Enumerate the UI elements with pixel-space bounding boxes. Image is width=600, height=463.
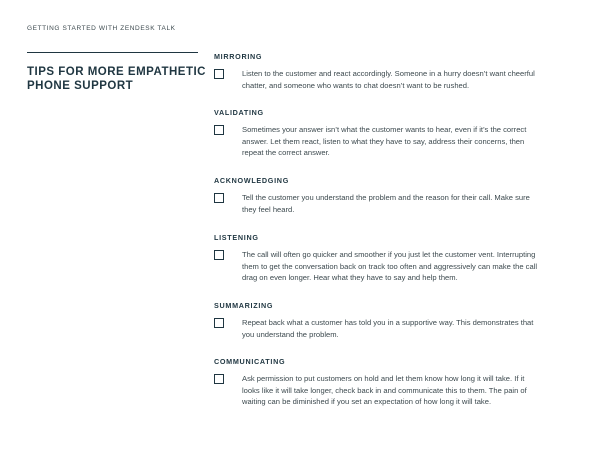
checkbox[interactable] xyxy=(214,250,224,260)
item-text: Sometimes your answer isn’t what the customer wants to hear, even if it’s the correct answer. Let them react, listen to what they have to say, address their concerns, then repeat the correct answer. xyxy=(242,125,527,158)
section-summarizing xyxy=(214,301,554,340)
section-heading: COMMUNICATING xyxy=(214,357,286,366)
checklist-item xyxy=(214,249,554,284)
checkbox[interactable] xyxy=(214,374,224,384)
checkbox[interactable] xyxy=(214,69,224,79)
checklist-item xyxy=(214,68,554,91)
item-text: Listen to the customer and react accordingly. Someone in a hurry doesn’t want cheerful chatter, and someone who wants to chat doesn’t want to be rushed. xyxy=(242,69,535,90)
checkbox[interactable] xyxy=(214,318,224,328)
page-title-line-2: PHONE SUPPORT xyxy=(27,80,134,92)
title-rule xyxy=(27,52,198,53)
checklist-item xyxy=(214,192,554,215)
section-acknowledging xyxy=(214,176,554,215)
checkbox[interactable] xyxy=(214,193,224,203)
page-title xyxy=(27,65,207,93)
checklist-item xyxy=(214,124,554,159)
eyebrow-label: GETTING STARTED WITH ZENDESK TALK xyxy=(27,25,176,32)
section-heading: ACKNOWLEDGING xyxy=(214,176,289,185)
checklist-item xyxy=(214,373,554,408)
section-heading: LISTENING xyxy=(214,233,259,242)
item-text: Ask permission to put customers on hold and let them know how long it will take. If it looks like it will take longer, check back in and communicate this to them. The pain of waiting can be diminished if you set an expectation of how long it will take. xyxy=(242,374,527,407)
section-communicating xyxy=(214,357,554,408)
section-listening xyxy=(214,233,554,284)
page-title-line-1: TIPS FOR MORE EMPATHETIC xyxy=(27,66,206,78)
section-validating xyxy=(214,108,554,159)
item-text: Repeat back what a customer has told you in a supportive way. This demonstrates that you understand the problem. xyxy=(242,318,534,339)
item-text: Tell the customer you understand the problem and the reason for their call. Make sure they feel heard. xyxy=(242,193,530,214)
checklist-item xyxy=(214,317,554,340)
section-heading: MIRRORING xyxy=(214,52,263,61)
section-heading: SUMMARIZING xyxy=(214,301,274,310)
section-heading: VALIDATING xyxy=(214,108,264,117)
section-mirroring xyxy=(214,52,554,91)
checkbox[interactable] xyxy=(214,125,224,135)
item-text: The call will often go quicker and smoother if you just let the customer vent. Interrupting them to get the conversation back on track too often and aggressively can make the call drag on even longer. Hear what they have to say and help them. xyxy=(242,250,538,283)
